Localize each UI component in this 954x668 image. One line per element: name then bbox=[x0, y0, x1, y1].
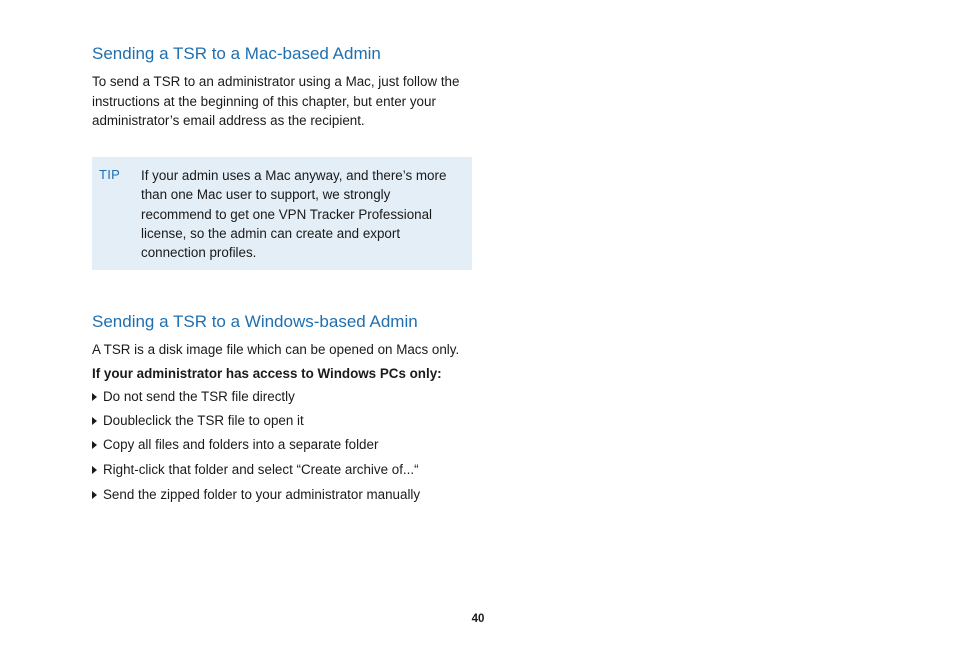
list-item bbox=[92, 486, 420, 504]
bullet-arrow-icon bbox=[92, 491, 97, 499]
bullet-arrow-icon bbox=[92, 417, 97, 425]
list-item-text: Copy all files and folders into a separate folder bbox=[103, 437, 379, 452]
list-item bbox=[92, 461, 419, 479]
tip-label: TIP bbox=[99, 167, 121, 182]
tip-box bbox=[92, 157, 472, 270]
bullet-arrow-icon bbox=[92, 393, 97, 401]
list-item-text: Do not send the TSR file directly bbox=[103, 389, 295, 404]
bullet-arrow-icon bbox=[92, 441, 97, 449]
section-subheading-windows-pcs: If your administrator has access to Windows PCs only: bbox=[92, 366, 442, 381]
list-item-text: Right-click that folder and select “Create archive of...“ bbox=[103, 462, 419, 477]
list-item-text: Send the zipped folder to your administrator manually bbox=[103, 487, 421, 502]
list-item bbox=[92, 436, 378, 454]
tip-text: If your admin uses a Mac anyway, and there’s more than one Mac user to support, we strongly recommend to get one VPN Tracker Professional license, so the admin can create and export connection profiles. bbox=[141, 168, 447, 261]
section-paragraph-windows-admin: A TSR is a disk image file which can be opened on Macs only. bbox=[92, 342, 460, 357]
list-item-text: Doubleclick the TSR file to open it bbox=[103, 413, 304, 428]
section-heading-mac-admin: Sending a TSR to a Mac-based Admin bbox=[92, 44, 381, 63]
section-heading-windows-admin: Sending a TSR to a Windows-based Admin bbox=[92, 312, 418, 331]
list-item bbox=[92, 388, 295, 406]
bullet-arrow-icon bbox=[92, 466, 97, 474]
section-paragraph-mac-admin: To send a TSR to an administrator using a Mac, just follow the instructions at the beginning of this chapter, but enter your administrator’s email address as the recipient. bbox=[92, 74, 460, 128]
list-item bbox=[92, 412, 304, 430]
page-number: 40 bbox=[471, 613, 485, 625]
